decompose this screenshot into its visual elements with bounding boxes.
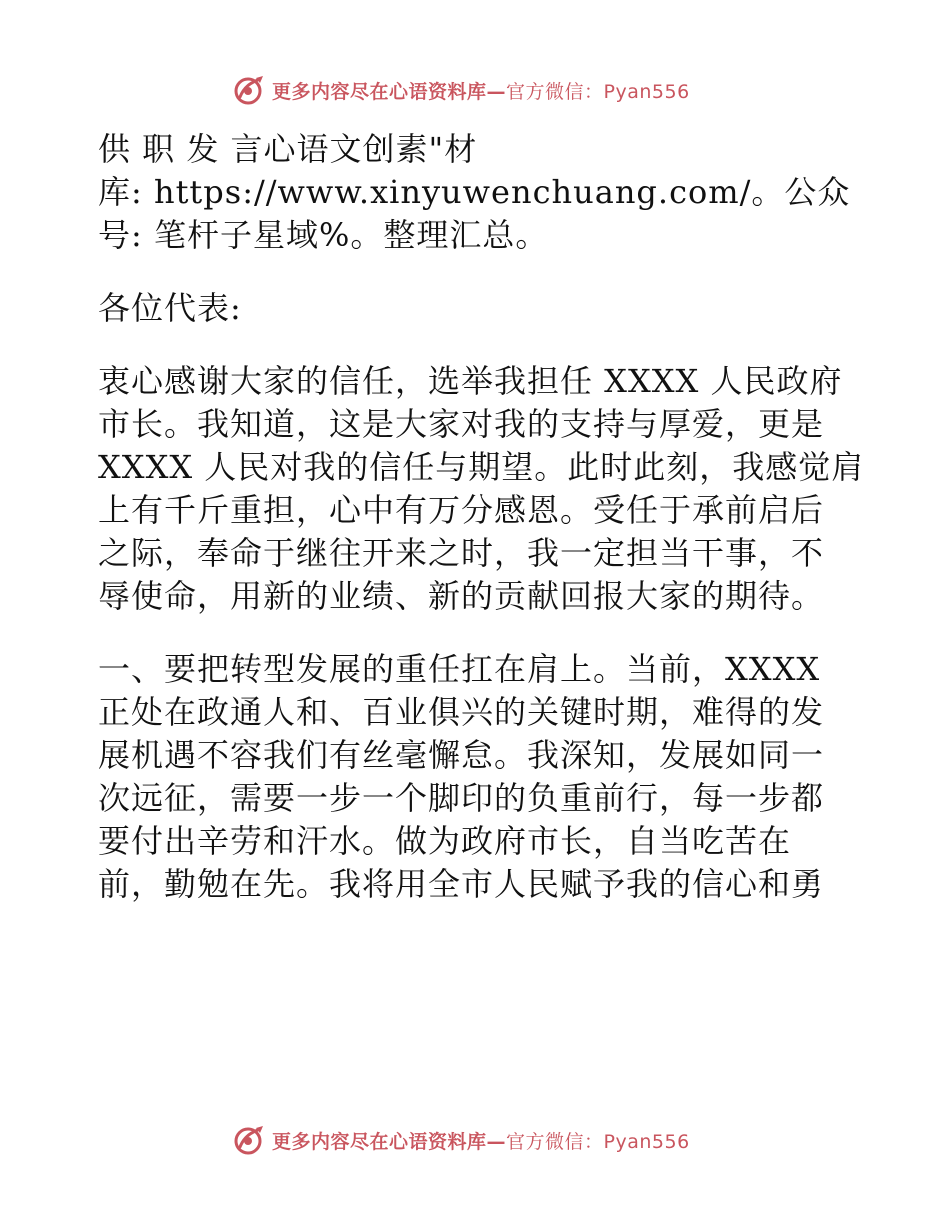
text-line: 展机遇不容我们有丝毫懈怠。我深知，发展如同一: [98, 736, 825, 774]
text-line: 次远征，需要一步一个脚印的负重前行，每一步都: [98, 779, 825, 817]
banner-sub-text: 官方微信：: [506, 1130, 604, 1153]
text-line: 前，勤勉在先。我将用全市人民赋予我的信心和勇: [98, 865, 825, 903]
banner-separator: —: [486, 1130, 507, 1153]
banner-text: [272, 77, 690, 104]
text-line: 辱使命，用新的业绩、新的贡献回报大家的期待。: [98, 577, 825, 615]
banner-separator: —: [486, 80, 507, 103]
banner-account: Pyan556: [603, 80, 690, 103]
banner-account: Pyan556: [603, 1130, 690, 1153]
banner-text: [272, 1127, 690, 1154]
text-line: 之际，奉命于继往开来之时，我一定担当干事，不: [98, 534, 825, 572]
pen-swirl-logo-icon: [232, 73, 266, 107]
text-line: 号: 笔杆子星域%。整理汇总。: [98, 216, 549, 254]
document-body: [98, 128, 868, 906]
text-line: 正处在政通人和、百业俱兴的关键时期，难得的发: [98, 693, 825, 731]
banner-main-text: 更多内容尽在心语资料库: [272, 1130, 487, 1153]
text-line: 一、要把转型发展的重任扛在肩上。当前，XXXX: [98, 650, 821, 688]
text-line: 市长。我知道，这是大家对我的支持与厚爱，更是: [98, 405, 825, 443]
text-line: 要付出辛劳和汗水。做为政府市长，自当吃苦在: [98, 822, 792, 860]
banner-sub-text: 官方微信：: [506, 80, 604, 103]
text-line: 供 职 发 言心语文创素"材: [98, 130, 478, 168]
text-line: 库: https://www.xinyuwenchuang.com/。公众: [98, 173, 851, 211]
footer-banner: [232, 1122, 690, 1158]
banner-main-text: 更多内容尽在心语资料库: [272, 80, 487, 103]
text-line: 上有千斤重担，心中有万分感恩。受任于承前启后: [98, 491, 825, 529]
pen-swirl-logo-icon: [232, 1123, 266, 1157]
salutation: 各位代表:: [98, 289, 242, 327]
header-banner: [232, 72, 690, 108]
text-line: XXXX 人民对我的信任与期望。此时此刻，我感觉肩: [98, 448, 865, 486]
text-line: 衷心感谢大家的信任，选举我担任 XXXX 人民政府: [98, 362, 843, 400]
